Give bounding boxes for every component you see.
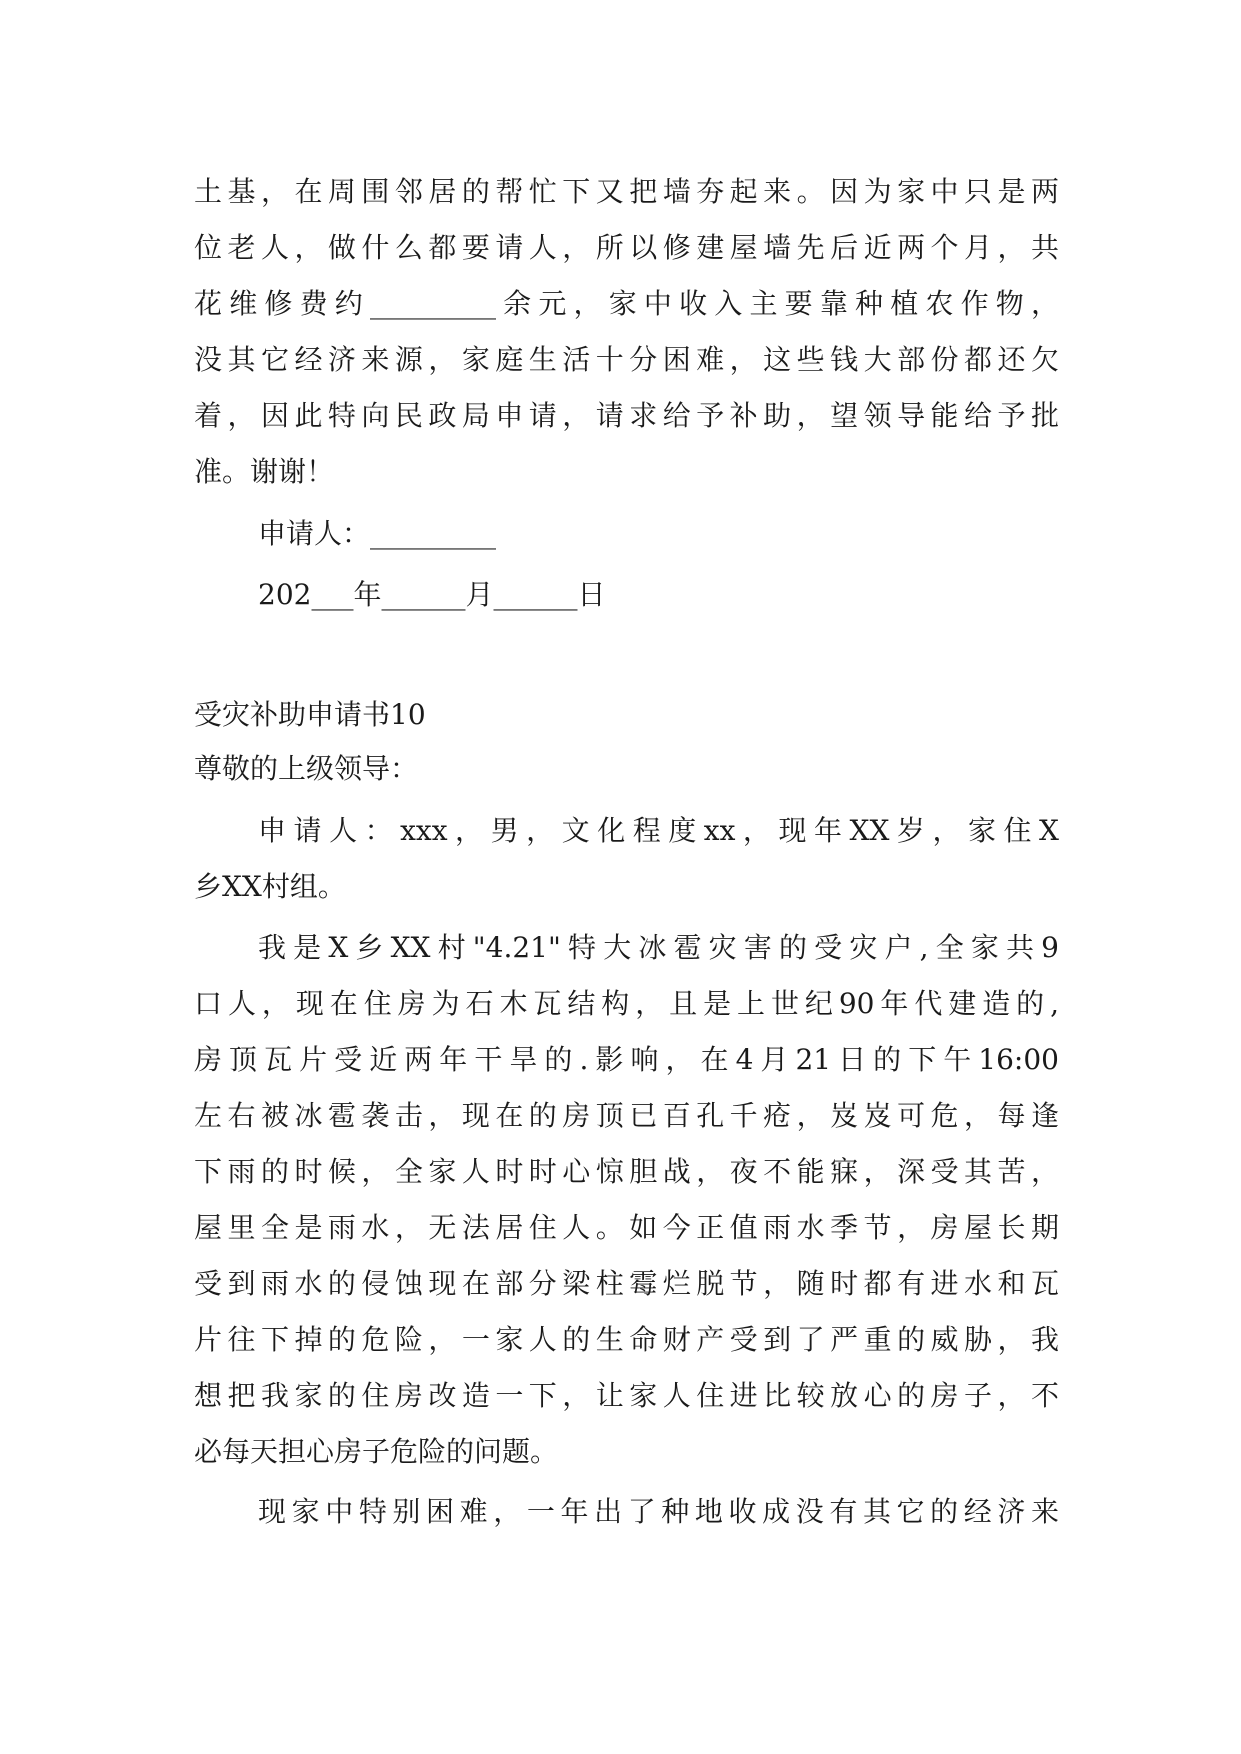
body-line: 花维修费约_________余元，家中收入主要靠种植农作物， (194, 287, 1059, 320)
section-title: 受灾补助申请书10 (194, 698, 426, 731)
body-line: 申请人：xxx，男，文化程度xx，现年XX岁，家住X (258, 814, 1059, 847)
body-line: 想把我家的住房改造一下，让家人住进比较放心的房子，不 (194, 1379, 1059, 1412)
body-line: 现家中特别困难，一年出了种地收成没有其它的经济来 (258, 1495, 1059, 1528)
applicant-signature-line: 申请人：_________ (258, 517, 497, 550)
body-line: 我是X乡XX村"4.21"特大冰雹灾害的受灾户,全家共9 (258, 931, 1059, 964)
body-line: 位老人，做什么都要请人，所以修建屋墙先后近两个月，共 (194, 231, 1059, 264)
body-line: 口人，现在住房为石木瓦结构，且是上世纪90年代建造的, (194, 987, 1059, 1020)
body-line: 房顶瓦片受近两年干旱的.影响，在4月21日的下午16:00 (194, 1043, 1059, 1076)
body-line: 片往下掉的危险，一家人的生命财产受到了严重的威胁，我 (194, 1323, 1059, 1356)
body-line: 屋里全是雨水，无法居住人。如今正值雨水季节，房屋长期 (194, 1211, 1059, 1244)
date-line: 202___年______月______日 (258, 578, 606, 611)
body-line: 左右被冰雹袭击，现在的房顶已百孔千疮，岌岌可危，每逢 (194, 1099, 1059, 1132)
body-line: 着，因此特向民政局申请，请求给予补助，望领导能给予批 (194, 399, 1059, 432)
body-line: 乡XX村组。 (194, 870, 346, 903)
salutation: 尊敬的上级领导： (194, 752, 419, 785)
body-line: 必每天担心房子危险的问题。 (194, 1435, 559, 1468)
body-line: 下雨的时候，全家人时时心惊胆战，夜不能寐，深受其苦， (194, 1155, 1059, 1188)
body-line: 受到雨水的侵蚀现在部分梁柱霉烂脱节，随时都有进水和瓦 (194, 1267, 1059, 1300)
body-line: 土基，在周围邻居的帮忙下又把墙夯起来。因为家中只是两 (194, 175, 1059, 208)
body-line: 准。谢谢！ (194, 455, 335, 488)
body-line: 没其它经济来源，家庭生活十分困难，这些钱大部份都还欠 (194, 343, 1059, 376)
